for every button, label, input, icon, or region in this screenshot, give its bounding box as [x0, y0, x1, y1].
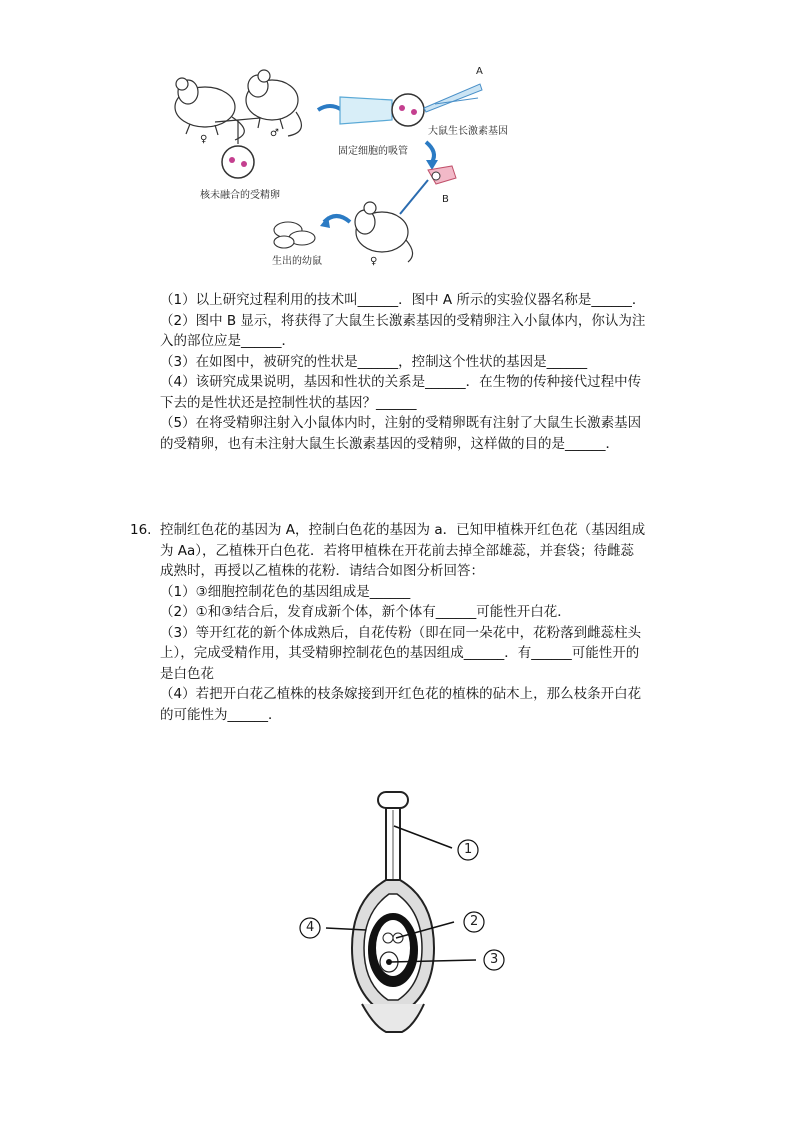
- recipient-mouse-drawing: [355, 202, 413, 262]
- q16-line: （4）若把开白花乙植株的枝条嫁接到开红色花的植株的砧木上，那么枝条开白花: [160, 686, 642, 702]
- q15-line: 入的部位应是______．: [160, 333, 295, 349]
- label-rat-growth-gene: 大鼠生长激素基因: [428, 126, 508, 137]
- female-mouse-drawing: [175, 78, 244, 140]
- q16-line: 控制红色花的基因为 A，控制白色花的基因为 a．已知甲植株开红色花（基因组成: [160, 522, 646, 538]
- question-16-text: [160, 520, 645, 725]
- q15-line: （2）图中 B 显示，将获得了大鼠生长激素基因的受精卵注入小鼠体内，你认为注: [160, 312, 646, 329]
- q16-line: 上），完成受精作用，其受精卵控制花色的基因组成______．有______可能性开的: [160, 645, 640, 661]
- question-16-number: 16.: [130, 522, 152, 538]
- holding-pipette-drawing: [340, 84, 482, 126]
- label-female: ♀: [200, 134, 208, 145]
- q15-line: （5）在将受精卵注射入小鼠体内时，注射的受精卵既有注射了大鼠生长激素基因: [160, 415, 642, 431]
- label-holding-pipette: 固定细胞的吸管: [338, 146, 408, 157]
- q15-line: 的受精卵，也有未注射大鼠生长激素基因的受精卵，这样做的目的是______．: [160, 435, 619, 452]
- transgenic-mouse-figure: [160, 62, 508, 277]
- label-male: ♂: [270, 128, 279, 139]
- label-recipient-female: ♀: [370, 256, 378, 267]
- newborn-pups-drawing: [274, 222, 315, 248]
- label-a: A: [476, 66, 483, 77]
- q16-line: 是白色花: [160, 665, 214, 682]
- digit-2: 2: [470, 914, 479, 929]
- label-offspring: 生出的幼鼠: [272, 256, 322, 267]
- q16-line: （1）③细胞控制花色的基因组成是______: [160, 583, 411, 600]
- label-zygote: 核未融合的受精卵: [200, 190, 280, 201]
- pistil-drawing: [290, 790, 520, 1040]
- injection-needle-drawing: [400, 166, 456, 214]
- q16-line: 的可能性为______．: [160, 706, 282, 723]
- digit-3: 3: [490, 952, 499, 967]
- label-b: B: [442, 194, 449, 205]
- q16-line: （2）①和③结合后，发育成新个体，新个体有______可能性开白花．: [160, 604, 571, 620]
- digit-1: 1: [464, 842, 473, 857]
- q16-line: 为 Aa），乙植株开白色花．若将甲植株在开花前去掉全部雄蕊，并套袋；待雌蕊: [160, 542, 635, 559]
- male-mouse-drawing: [246, 70, 301, 136]
- zygote-drawing: [222, 146, 254, 178]
- question-15-text: [160, 290, 645, 454]
- q16-line: 成熟时，再授以乙植株的花粉．请结合如图分析回答：: [160, 563, 484, 579]
- q16-line: （3）等开红花的新个体成熟后，自花传粉（即在同一朵花中，花粉落到雌蕊柱头: [160, 624, 642, 641]
- pistil-figure: [290, 790, 520, 1040]
- q15-line: 下去的是性状还是控制性状的基因？______: [160, 394, 417, 411]
- digit-4: 4: [306, 920, 315, 935]
- q15-line: （3）在如图中，被研究的性状是______，控制这个性状的基因是______: [160, 353, 588, 370]
- transgenic-mouse-drawing: [160, 62, 500, 277]
- q15-line: （4）该研究成果说明，基因和性状的关系是______．在生物的传种接代过程中传: [160, 374, 642, 390]
- q15-line: （1）以上研究过程利用的技术叫______．图中 A 所示的实验仪器名称是______．: [160, 292, 646, 308]
